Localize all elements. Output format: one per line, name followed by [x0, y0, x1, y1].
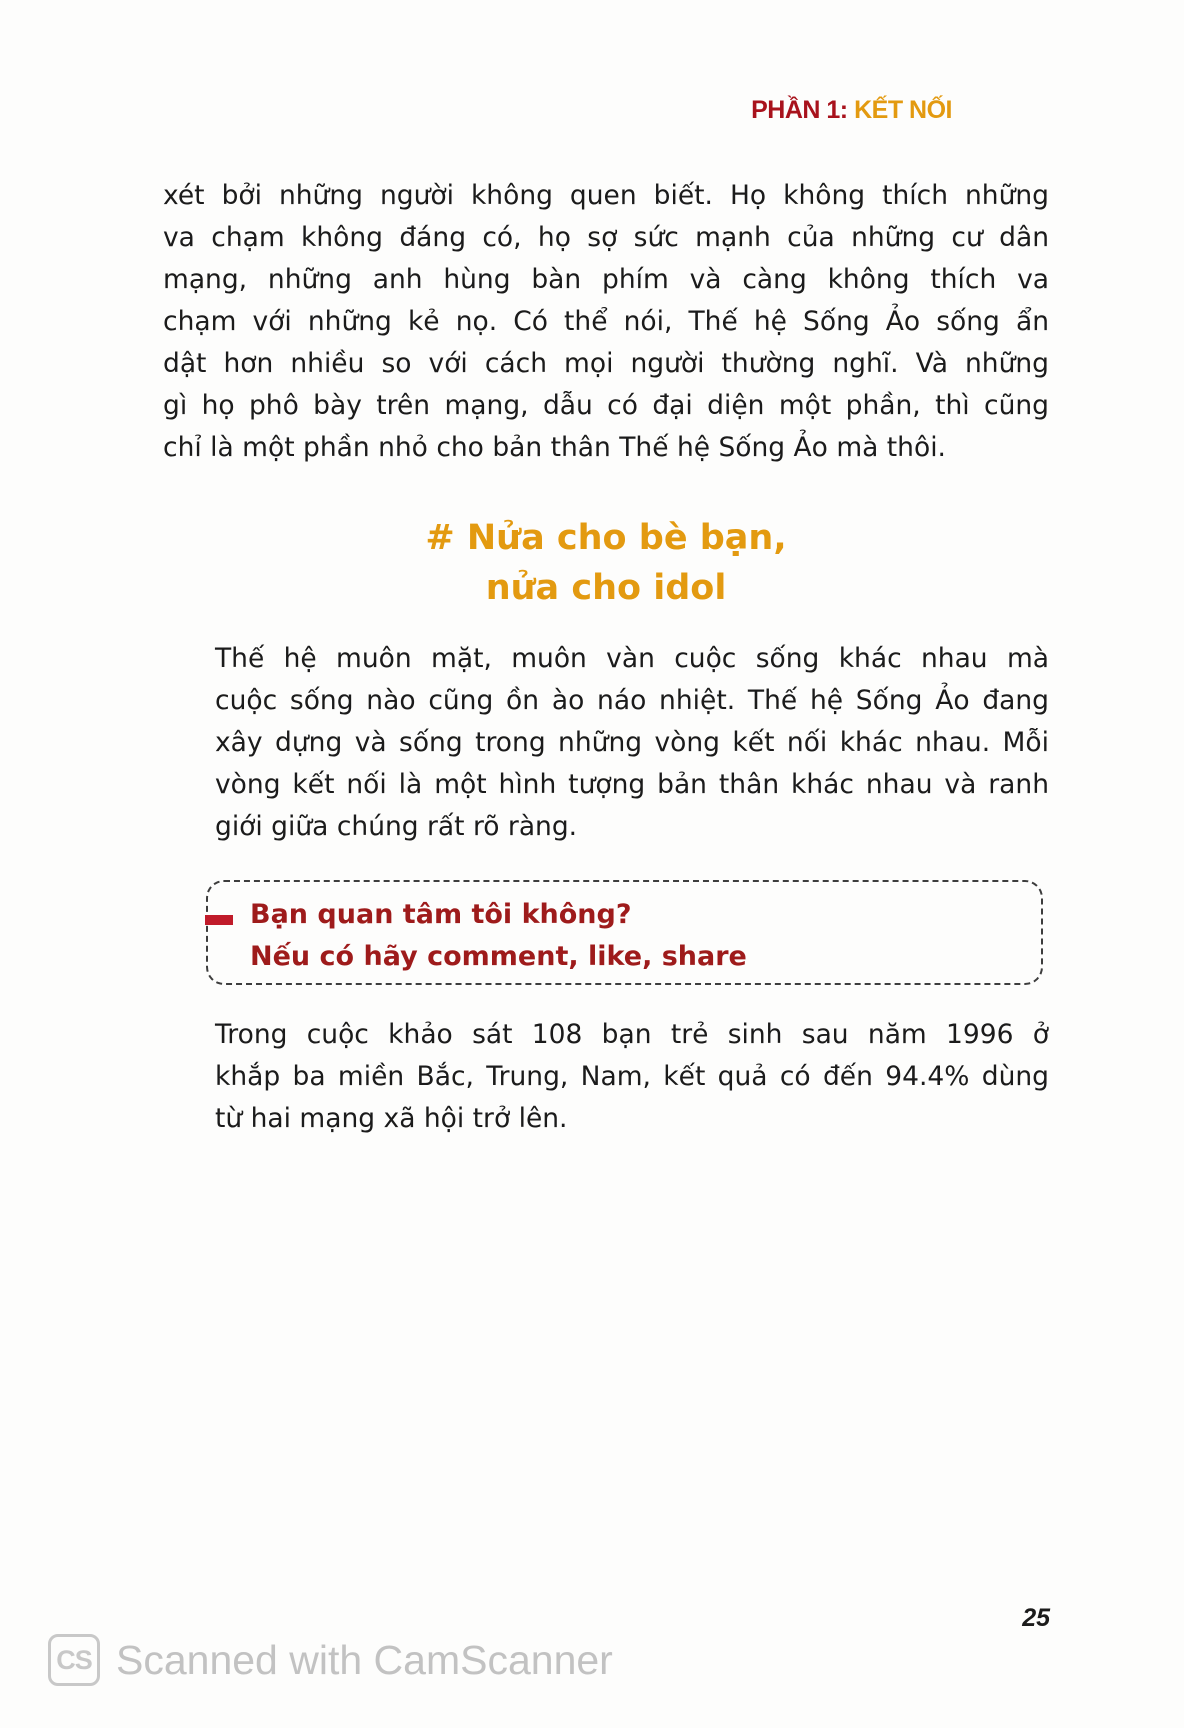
text-line: xây dựng và sống trong những vòng kết nối khác nhau. Mỗi: [215, 727, 1049, 758]
camscanner-watermark: [48, 1632, 613, 1688]
text-line: giới giữa chúng rất rõ ràng.: [215, 811, 578, 842]
part-label: PHẦN 1:: [751, 96, 848, 124]
callout-line-2: Nếu có hãy comment, like, share: [250, 941, 747, 972]
page-number: 25: [1022, 1604, 1050, 1632]
text-line: cuộc sống nào cũng ồn ào náo nhiệt. Thế hệ Sống Ảo đang: [215, 685, 1049, 716]
text-line: chạm với những kẻ nọ. Có thể nói, Thế hệ Sống Ảo sống ẩn: [163, 306, 1049, 337]
section-heading-line-1: # Nửa cho bè bạn,: [425, 518, 787, 558]
quote-callout-box: [206, 880, 1043, 985]
text-line: dật hơn nhiều so với cách mọi người thường nghĩ. Và những: [163, 348, 1049, 379]
text-line: va chạm không đáng có, họ sợ sức mạnh của những cư dân: [163, 222, 1049, 253]
callout-line-1: Bạn quan tâm tôi không?: [250, 899, 632, 930]
callout-text: [250, 894, 747, 978]
text-line: mạng, những anh hùng bàn phím và càng không thích va: [163, 264, 1049, 295]
part-title: KẾT NỐI: [854, 96, 952, 124]
paragraph-3: [163, 1014, 1049, 1140]
text-line: gì họ phô bày trên mạng, dẫu có đại diện một phần, thì cũng: [163, 390, 1049, 421]
section-heading-line-2: nửa cho idol: [485, 568, 727, 608]
callout-marker-icon: [205, 915, 233, 925]
watermark-text: Scanned with CamScanner: [116, 1636, 613, 1683]
text-line: Trong cuộc khảo sát 108 bạn trẻ sinh sau năm 1996 ở: [215, 1019, 1049, 1050]
text-line: vòng kết nối là một hình tượng bản thân khác nhau và ranh: [215, 769, 1049, 800]
camscanner-logo-icon: CS: [48, 1634, 100, 1686]
paragraph-2: [163, 638, 1049, 848]
text-line: xét bởi những người không quen biết. Họ không thích những: [163, 180, 1049, 211]
text-line: khắp ba miền Bắc, Trung, Nam, kết quả có đến 94.4% dùng: [215, 1061, 1049, 1092]
text-line: từ hai mạng xã hội trở lên.: [215, 1103, 568, 1134]
section-heading: [163, 513, 1049, 613]
text-line: Thế hệ muôn mặt, muôn vàn cuộc sống khác nhau mà: [215, 643, 1049, 674]
running-header: [751, 96, 952, 125]
text-line: chỉ là một phần nhỏ cho bản thân Thế hệ Sống Ảo mà thôi.: [163, 432, 946, 463]
paragraph-1: [163, 175, 1049, 469]
